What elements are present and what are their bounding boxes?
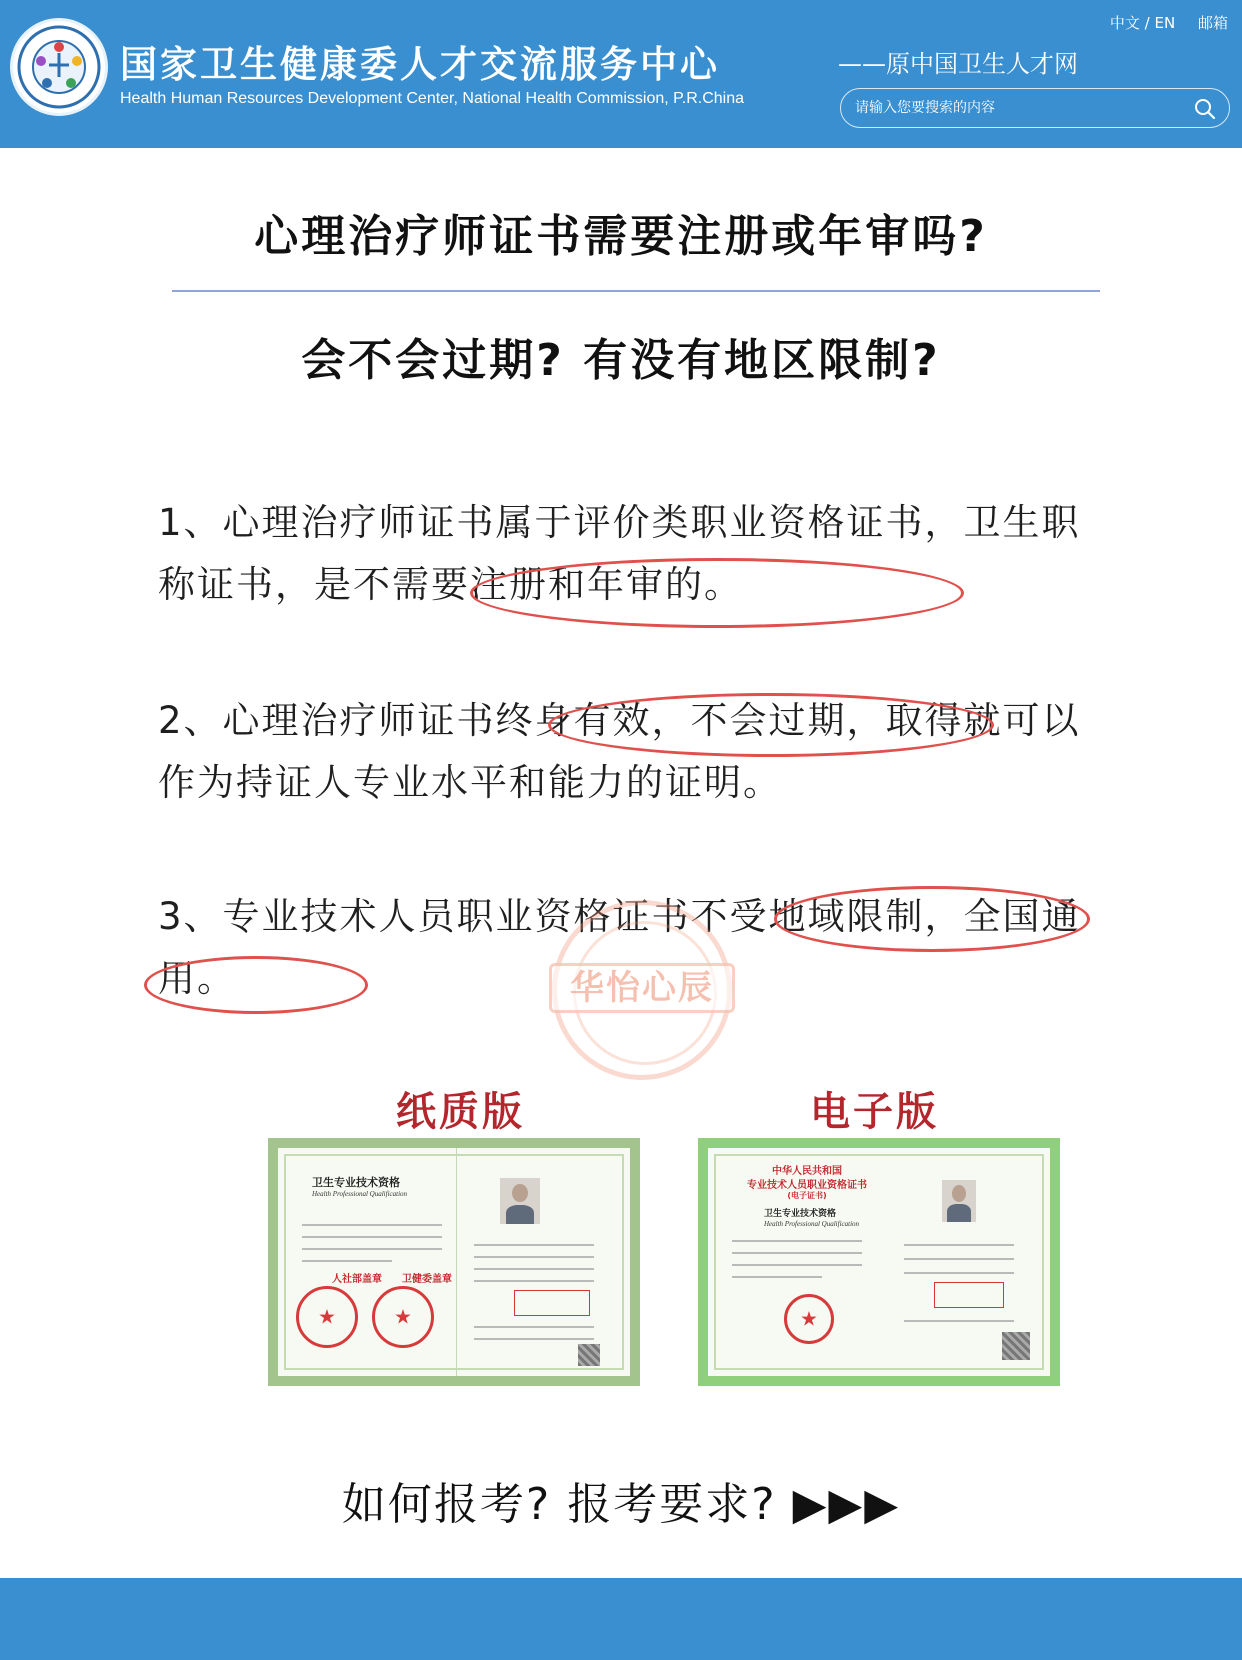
title-divider xyxy=(172,290,1100,292)
e-cert-subtitle: Health Professional Qualification xyxy=(764,1220,860,1228)
hr-ministry-seal-icon xyxy=(296,1286,358,1348)
paper-cert-title: 卫生专业技术资格 xyxy=(312,1176,400,1189)
qualification-field-highlight xyxy=(934,1282,1004,1308)
e-cert-title: 卫生专业技术资格 xyxy=(764,1209,837,1219)
qr-code-icon xyxy=(578,1344,600,1366)
cert-text-line xyxy=(732,1264,862,1266)
e-cert-header-line-2: 专业技术人员职业资格证书 xyxy=(747,1180,867,1191)
cert-field-line xyxy=(474,1326,594,1328)
paper-certificate-image xyxy=(268,1138,640,1386)
organization-name-en: Health Human Resources Development Center, National Health Commission, P.R.China xyxy=(120,90,744,107)
brand-watermark xyxy=(552,900,732,1080)
top-links xyxy=(1092,12,1228,33)
cert-text-line xyxy=(302,1260,392,1262)
e-cert-header-line-1: 中华人民共和国 xyxy=(772,1166,842,1177)
site-footer xyxy=(0,1578,1242,1660)
cert-field-line xyxy=(904,1244,1014,1246)
paper-cert-subtitle: Health Professional Qualification xyxy=(312,1190,408,1198)
cert-text-line xyxy=(732,1240,862,1242)
point-2-text: 2、心理治疗师证书终身有效，不会过期，取得就可以作为持证人专业水平和能力的证明。 xyxy=(158,699,1081,804)
holder-photo xyxy=(500,1178,540,1224)
organization-name-cn[interactable]: 国家卫生健康委人才交流服务中心 xyxy=(120,43,720,86)
electronic-certificate-image xyxy=(698,1138,1060,1386)
page-title-line-2: 会不会过期? 有没有地区限制? xyxy=(301,335,941,386)
watermark-text: 华怡心辰 xyxy=(549,963,735,1013)
cert-text-line xyxy=(302,1248,442,1250)
organization-logo-icon[interactable] xyxy=(10,18,108,116)
seal-1-label: 人社部盖章 xyxy=(332,1274,382,1285)
cert-field-line xyxy=(474,1280,594,1282)
health-commission-seal-icon xyxy=(372,1286,434,1348)
qualification-field-highlight xyxy=(514,1290,590,1316)
cert-field-line xyxy=(904,1272,1014,1274)
hr-ministry-seal-icon xyxy=(784,1294,834,1344)
cert-field-line xyxy=(904,1258,1014,1260)
cert-text-line xyxy=(302,1236,442,1238)
paper-version-caption: 纸质版 xyxy=(396,1089,525,1135)
cert-text-line xyxy=(732,1276,822,1278)
site-header xyxy=(0,0,1242,148)
cert-field-line xyxy=(474,1338,594,1340)
cert-field-line xyxy=(474,1244,594,1246)
seal-2-label: 卫健委盖章 xyxy=(402,1274,452,1285)
holder-photo xyxy=(942,1180,976,1222)
cert-field-line xyxy=(474,1268,594,1270)
search-icon[interactable] xyxy=(1193,97,1217,121)
cert-field-line xyxy=(904,1320,1014,1322)
language-switch-link[interactable]: 中文 / EN xyxy=(1109,14,1176,32)
cert-text-line xyxy=(732,1252,862,1254)
former-site-name: ——原中国卫生人才网 xyxy=(838,50,1078,78)
page-title-line-1: 心理治疗师证书需要注册或年审吗? xyxy=(254,211,988,262)
electronic-version-caption: 电子版 xyxy=(810,1089,939,1135)
certificate-spine xyxy=(456,1148,457,1376)
e-cert-header-line-3: (电子证书) xyxy=(787,1191,827,1200)
point-1-text: 1、心理治疗师证书属于评价类职业资格证书，卫生职称证书，是不需要注册和年审的。 xyxy=(158,501,1081,606)
search-input[interactable] xyxy=(855,97,1185,119)
cert-text-line xyxy=(302,1224,442,1226)
search-box xyxy=(840,88,1230,128)
point-3-text: 3、专业技术人员职业资格证书不受地域限制，全国通用。 xyxy=(158,895,1081,1000)
mailbox-link[interactable]: 邮箱 xyxy=(1197,14,1228,32)
qr-code-icon xyxy=(1002,1332,1030,1360)
apply-requirements-link[interactable]: 如何报考? 报考要求? ▶▶▶ xyxy=(341,1479,901,1530)
cert-field-line xyxy=(474,1256,594,1258)
